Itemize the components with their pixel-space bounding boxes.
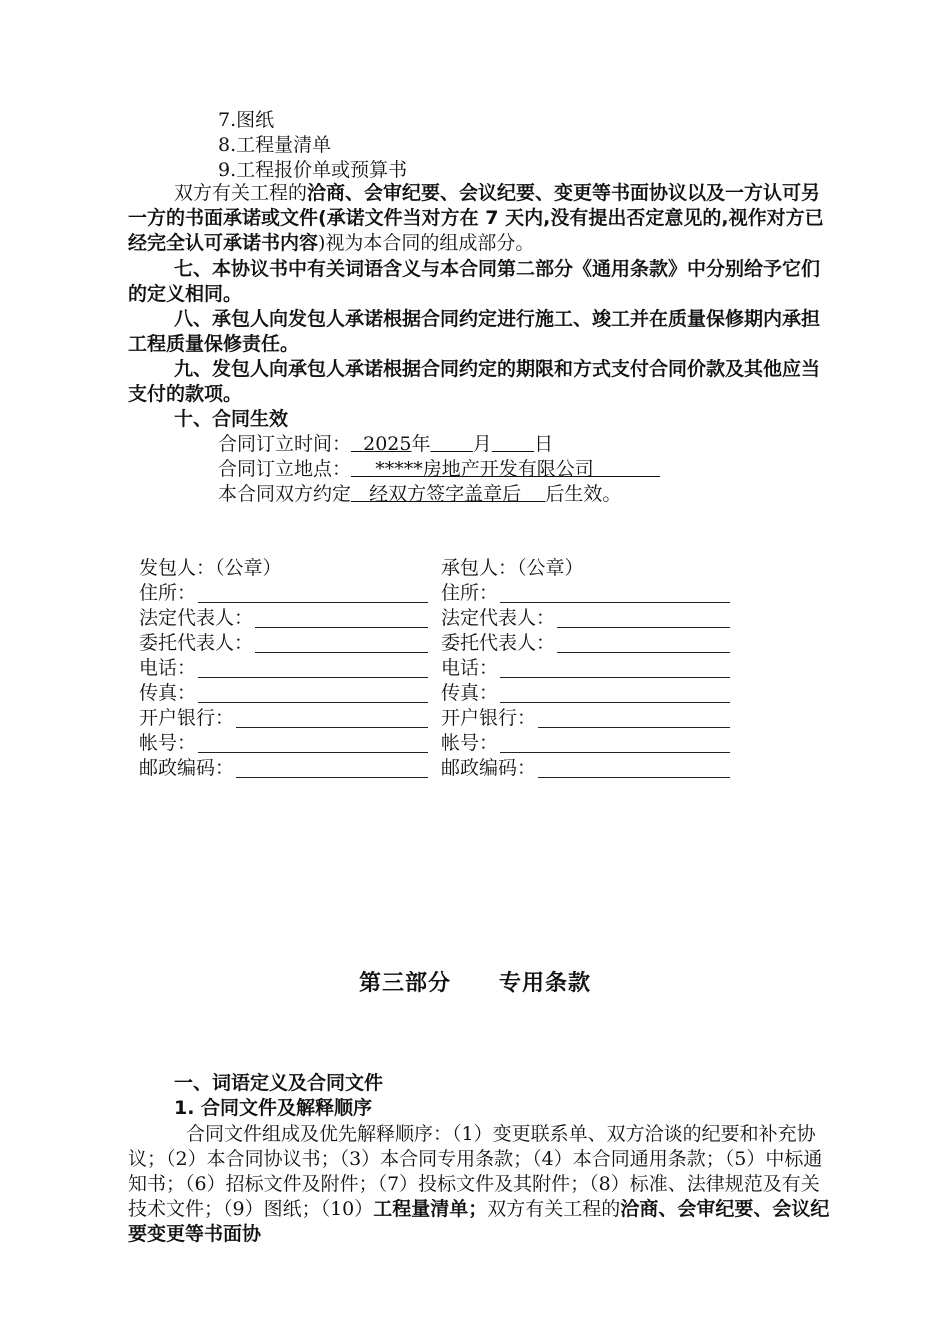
employer-field-blank <box>198 602 428 603</box>
employer-field-blank <box>236 727 428 728</box>
employer-field-label: 法定代表人： <box>139 607 254 629</box>
terms-body <box>128 1122 834 1247</box>
contract-agree-line <box>218 482 621 507</box>
paragraph-bold: 洽商、会审纪要、会议纪要、变更等书面协议以及一方认可另一方的书面承诺或文件(承诺文件当对方在 7 天内,没有提出否定意见的,视作对方已经完全认可承诺书内容 <box>128 182 824 254</box>
contractor-field-label: 委托代表人： <box>441 632 556 654</box>
employer-field-blank <box>255 627 428 628</box>
employer-title: 发包人：（公章） <box>139 557 282 579</box>
contractor-field-label: 电话： <box>441 657 499 679</box>
employer-field-label: 住所： <box>139 582 197 604</box>
paragraph-pre: 双方有关工程的 <box>174 182 308 204</box>
contractor-field-label: 帐号： <box>441 732 499 754</box>
contract-place-line <box>218 457 660 482</box>
terms-subheading: 1. 合同文件及解释顺序 <box>174 1097 373 1119</box>
contractor-field-blank <box>557 652 730 653</box>
contractor-field-label: 邮政编码： <box>441 757 537 779</box>
contractor-field-blank <box>500 602 730 603</box>
contract-place-label: 合同订立地点： <box>218 458 352 480</box>
section-part: 第三部分 <box>358 971 451 996</box>
terms-body-mid: 双方有关工程的 <box>487 1198 621 1220</box>
employer-field-blank <box>236 777 428 778</box>
month-unit: 月 <box>472 433 492 455</box>
employer-field-label: 开户银行： <box>139 707 235 729</box>
contract-year: 2025 <box>363 433 412 455</box>
clause-7: 七、本协议书中有关词语含义与本合同第二部分《通用条款》中分别给予它们的定义相同。 <box>128 258 821 305</box>
employer-field-blank <box>255 652 428 653</box>
year-unit: 年 <box>411 433 431 455</box>
section-title: 专用条款 <box>499 971 592 996</box>
clause-8: 八、承包人向发包人承诺根据合同约定进行施工、竣工并在质量保修期内承担工程质量保修责任。 <box>128 308 821 355</box>
month-blank <box>430 433 472 455</box>
terms-body-bold1: 工程量清单； <box>373 1198 488 1220</box>
day-blank <box>492 433 534 455</box>
paragraph-post: )视为本合同的组成部分。 <box>318 232 535 254</box>
list-item-9: 9.工程报价单或预算书 <box>218 159 408 181</box>
contract-agree-label: 本合同双方约定 <box>218 483 352 505</box>
contractor-field-blank <box>500 677 730 678</box>
terms-body-pre: 合同文件组成及优先解释顺序：（1）变更联系单、双方洽谈的纪要和补充协议；（2）本合同协议书；（3）本合同专用条款；（4）本合同通用条款；（5）中标通知书；（6）招标文件及附件；（7）投标文件及其附件；（8）标准、法律规范及有关技术文件；（9）图纸；（10） <box>128 1123 823 1220</box>
contract-time-line <box>218 432 553 457</box>
contract-place-value: *****房地产开发有限公司 <box>375 458 594 480</box>
list-item-8: 8.工程量清单 <box>218 134 332 156</box>
list-item-7: 7.图纸 <box>218 109 275 131</box>
section-heading <box>0 966 950 997</box>
employer-field-label: 邮政编码： <box>139 757 235 779</box>
employer-field-label: 电话： <box>139 657 197 679</box>
contractor-title: 承包人：（公章） <box>441 557 584 579</box>
contract-time-label: 合同订立时间： <box>218 433 352 455</box>
terms-heading: 一、词语定义及合同文件 <box>174 1072 384 1094</box>
employer-field-blank <box>198 702 428 703</box>
terms-body-bold2: 洽商、会审纪要、会议纪要变更等书面协 <box>128 1198 830 1245</box>
contract-agree-suffix: 后生效。 <box>545 483 622 505</box>
employer-field-label: 传真： <box>139 682 197 704</box>
contractor-field-blank <box>557 627 730 628</box>
clause-9: 九、发包人向承包人承诺根据合同约定的期限和方式支付合同价款及其他应当支付的款项。 <box>128 358 821 405</box>
contractor-field-blank <box>538 727 730 728</box>
contractor-field-label: 住所： <box>441 582 499 604</box>
paragraph-contract-documents <box>128 181 834 256</box>
contractor-field-blank <box>538 777 730 778</box>
employer-field-blank <box>198 752 428 753</box>
day-unit: 日 <box>534 433 554 455</box>
clause-10: 十、合同生效 <box>174 408 289 430</box>
employer-field-blank <box>198 677 428 678</box>
contractor-field-blank <box>500 752 730 753</box>
employer-field-label: 帐号： <box>139 732 197 754</box>
contractor-field-label: 开户银行： <box>441 707 537 729</box>
contract-agree-value: 经双方签字盖章后 <box>369 483 522 505</box>
employer-field-label: 委托代表人： <box>139 632 254 654</box>
contractor-field-label: 法定代表人： <box>441 607 556 629</box>
contractor-field-label: 传真： <box>441 682 499 704</box>
contractor-field-blank <box>500 702 730 703</box>
